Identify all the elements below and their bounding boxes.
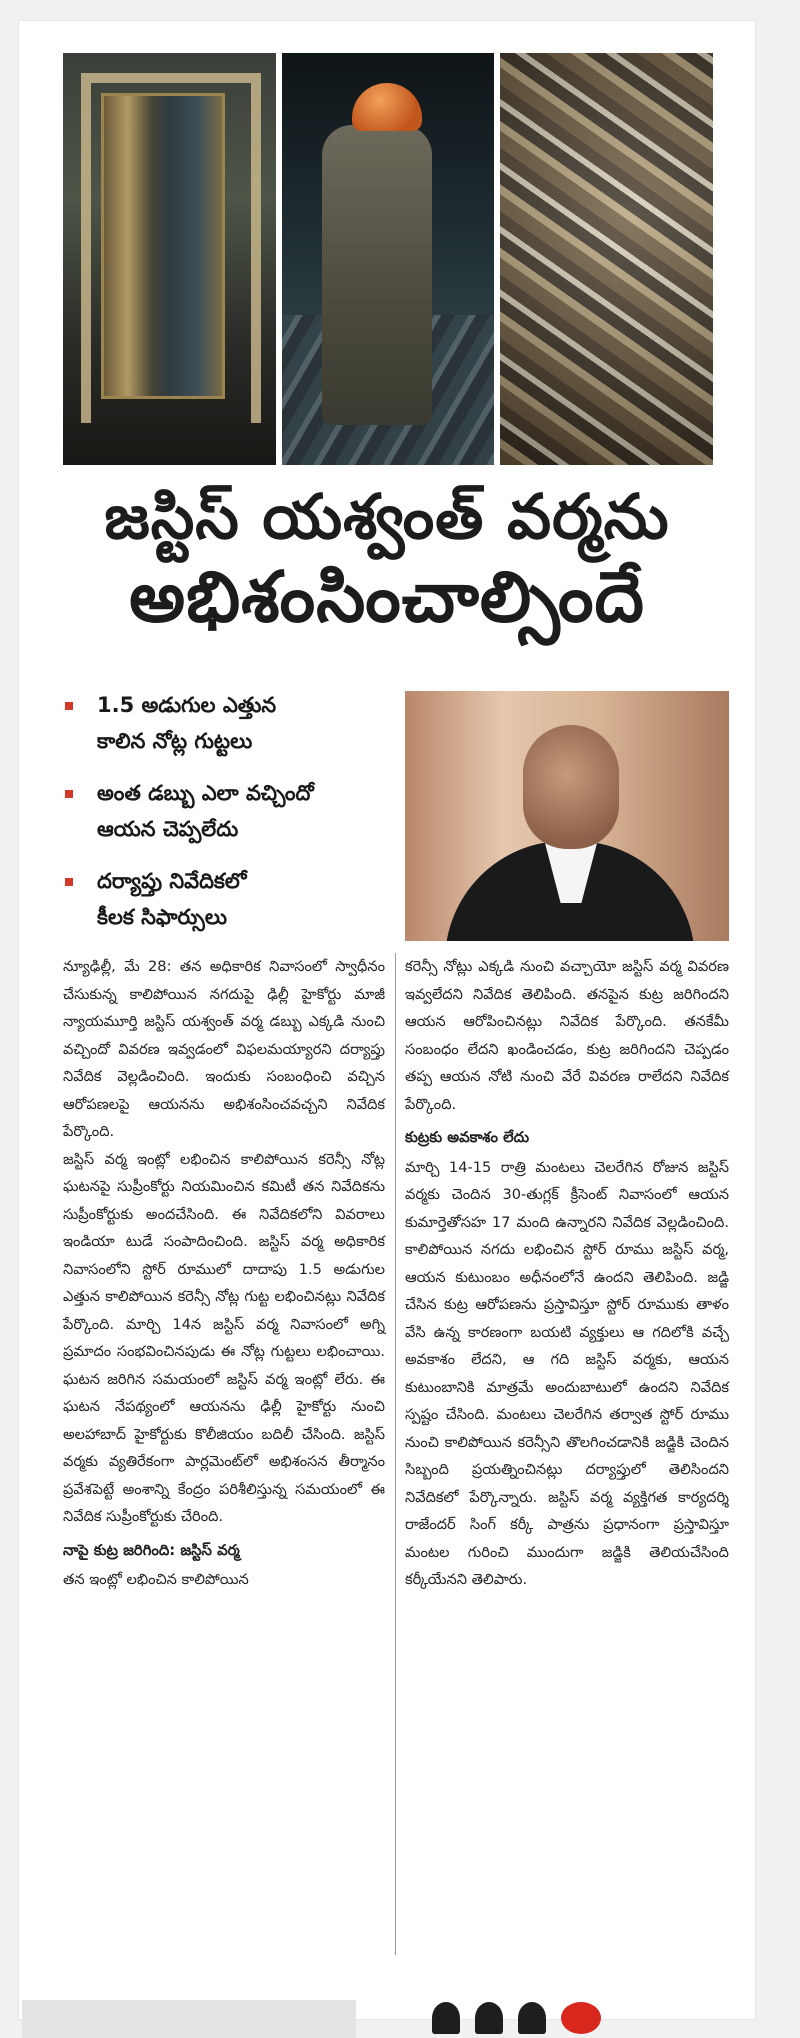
- highlight-text: కీలక సిఫార్సులు: [97, 905, 227, 929]
- photo-firefighter: [282, 53, 495, 465]
- headline-line-1: జస్టిస్ యశ్వంత్ వర్మను: [104, 480, 670, 553]
- bullet-square-icon: [65, 702, 73, 710]
- article-column-left: [63, 953, 385, 1594]
- bullet-square-icon: [65, 878, 73, 886]
- letter-fragment: [518, 2002, 546, 2034]
- article-subheading: నాపై కుట్ర జరిగింది: జస్టిస్ వర్మ: [63, 1541, 240, 1559]
- article-paragraph: న్యూఢిల్లీ, మే 28: తన అధికారిక నివాసంలో స్వాధీనం చేసుకున్న కాలిపోయిన నగదుపై ఢిల్లీ హైకోర్టు మాజీ న్యాయమూర్తి జస్టిస్ యశ్వంత్ వర్మ డబ్బు ఎక్కడి నుంచి వచ్చిందో వివరణ ఇవ్వడంలో విఫలమయ్యారని దర్యాప్తు నివేదిక వెల్లడించింది. ఇందుకు సంబంధించి వచ్చిన ఆరోపణలపై ఆయనను అభిశంసించవచ్చని నివేదిక పేర్కొంది.: [63, 958, 385, 1140]
- article-paragraph: మార్చి 14-15 రాత్రి మంటలు చెలరేగిన రోజున జస్టిస్ వర్మకు చెందిన 30-తుగ్లక్ క్రీసెంట్ నివాసంలో ఆయన కుమార్తెతోసహ 17 మంది ఉన్నారని నివేదిక వెల్లడించింది. కాలిపోయిన నగదు లభించిన స్టోర్ రూము జస్టిస్ వర్మ, ఆయన కుటుంబం అధీనంలోనే ఉందని తెలిపింది. జడ్జి చేసిన కుట్ర ఆరోపణను ప్రస్తావిస్తూ స్టోర్ రూముకు తాళం వేసి ఉన్న కారణంగా బయటి వ్యక్తులు ఆ గదిలోకి వచ్చే అవకాశం లేదని, ఆ గది జస్టిస్ వర్మకు, ఆయన కుటుంబానికి మాత్రమే అందుబాటులో ఉందని నివేదిక స్పష్టం చేసింది. మంటలు చెలరేగిన తర్వాత స్టోర్ రూము నుంచి కాలిపోయిన కరెన్సీని తొలగించడానికి జడ్జికి చెందిన సిబ్బంది ప్రయత్నించినట్లు దర్యాప్తులో తెలిసిందని నివేదికలో పేర్కొన్నారు. జస్టిస్ వర్మ వ్యక్తిగత కార్యదర్శి రాజేందర్ సింగ్ కర్కీ పాత్రను ప్రధానంగా ప్రస్తావిస్తూ మంటల గురించి ముందుగా జడ్జికి తెలియచేసింది కర్కీయేనని తెలిపారు.: [405, 1158, 729, 1588]
- letter-fragment: [432, 2002, 460, 2034]
- next-article-strip: [22, 2000, 356, 2038]
- burnt-door: [101, 93, 225, 399]
- bullet-square-icon: [65, 790, 73, 798]
- column-divider: [395, 953, 396, 1955]
- highlight-item: [59, 687, 379, 759]
- article-column-right: [405, 953, 729, 1594]
- red-letter-fragment: [561, 2002, 601, 2034]
- firefighter-helmet: [352, 83, 422, 131]
- highlight-item: [59, 863, 379, 935]
- article-paragraph: జస్టిస్ వర్మ ఇంట్లో లభించిన కాలిపోయిన కరెన్సీ నోట్ల ఘటనపై సుప్రీంకోర్టు నియమించిన కమిటీ తన నివేదికను సుప్రీంకోర్టుకు అందచేసింది. ఈ నివేదికలోని వివరాలు ఇండియా టుడే సంపాదించింది. జస్టిస్ వర్మ అధికారిక నివాసంలోని స్టోర్ రూములో దాదాపు 1.5 అడుగుల ఎత్తున కాలిపోయిన కరెన్సీ నోట్ల గుట్ట లభించినట్లు నివేదిక పేర్కొంది. మార్చి 14న జస్టిస్ వర్మ నివాసంలో అగ్ని ప్రమాదం సంభవించినపుడు ఈ నోట్ల గుట్టలు లభించాయి. ఘటన జరిగిన సమయంలో జస్టిస్ వర్మ ఇంట్లో లేరు. ఈ ఘటన నేపథ్యంలో ఆయనను ఢిల్లీ హైకోర్టు నుంచి అలహాబాద్ హైకోర్టుకు కొలీజియం బదిలీ చేసింది. జస్టిస్ వర్మకు వ్యతిరేకంగా పార్లమెంట్‌లో అభిశంసన తీర్మానం ప్రవేశపెట్టే అంశాన్ని కేంద్రం పరిశీలిస్తున్న సమయంలో ఈ నివేదిక సుప్రీంకోర్టుకు చేరింది.: [63, 1150, 385, 1525]
- highlight-text: 1.5 అడుగుల ఎత్తున: [97, 693, 277, 717]
- headline-line-2: అభిశంసించాల్సిందే: [129, 556, 645, 638]
- highlight-item: [59, 775, 379, 847]
- next-article-masthead-fragment: [432, 2002, 702, 2038]
- photo-strip: [63, 53, 713, 465]
- highlight-text: ఆయన చెప్పలేదు: [97, 817, 239, 841]
- photo-burnt-currency: [500, 53, 713, 465]
- newspaper-clipping: [18, 20, 756, 2020]
- article-paragraph: కరెన్సీ నోట్లు ఎక్కడి నుంచి వచ్చాయో జస్టిస్ వర్మ వివరణ ఇవ్వలేదని నివేదిక తెలిపింది. తనపైన కుట్ర జరిగిందని ఆయన ఆరోపించినట్లు నివేదిక పేర్కొంది. తనకేమీ సంబంధం లేదని ఖండించడం, కుట్ర జరిగిందని చెప్పడం తప్ప ఆయన నోటి నుంచి వేరే వివరణ రాలేదని నివేదిక పేర్కొంది.: [405, 958, 729, 1113]
- highlight-text: దర్యాప్తు నివేదికలో: [97, 869, 247, 893]
- highlight-text: కాలిన నోట్ల గుట్టలు: [97, 729, 253, 753]
- article-subheading: కుట్రకు అవకాశం లేదు: [405, 1129, 530, 1146]
- highlight-text: అంత డబ్బు ఎలా వచ్చిందో: [97, 781, 314, 805]
- highlights-list: [59, 687, 379, 951]
- portrait-face: [523, 725, 619, 849]
- portrait-photo: [405, 691, 729, 941]
- letter-fragment: [475, 2002, 503, 2034]
- photo-burnt-room-door: [63, 53, 276, 465]
- article-paragraph: తన ఇంట్లో లభించిన కాలిపోయిన: [63, 1571, 249, 1588]
- firefighter-figure: [322, 125, 432, 425]
